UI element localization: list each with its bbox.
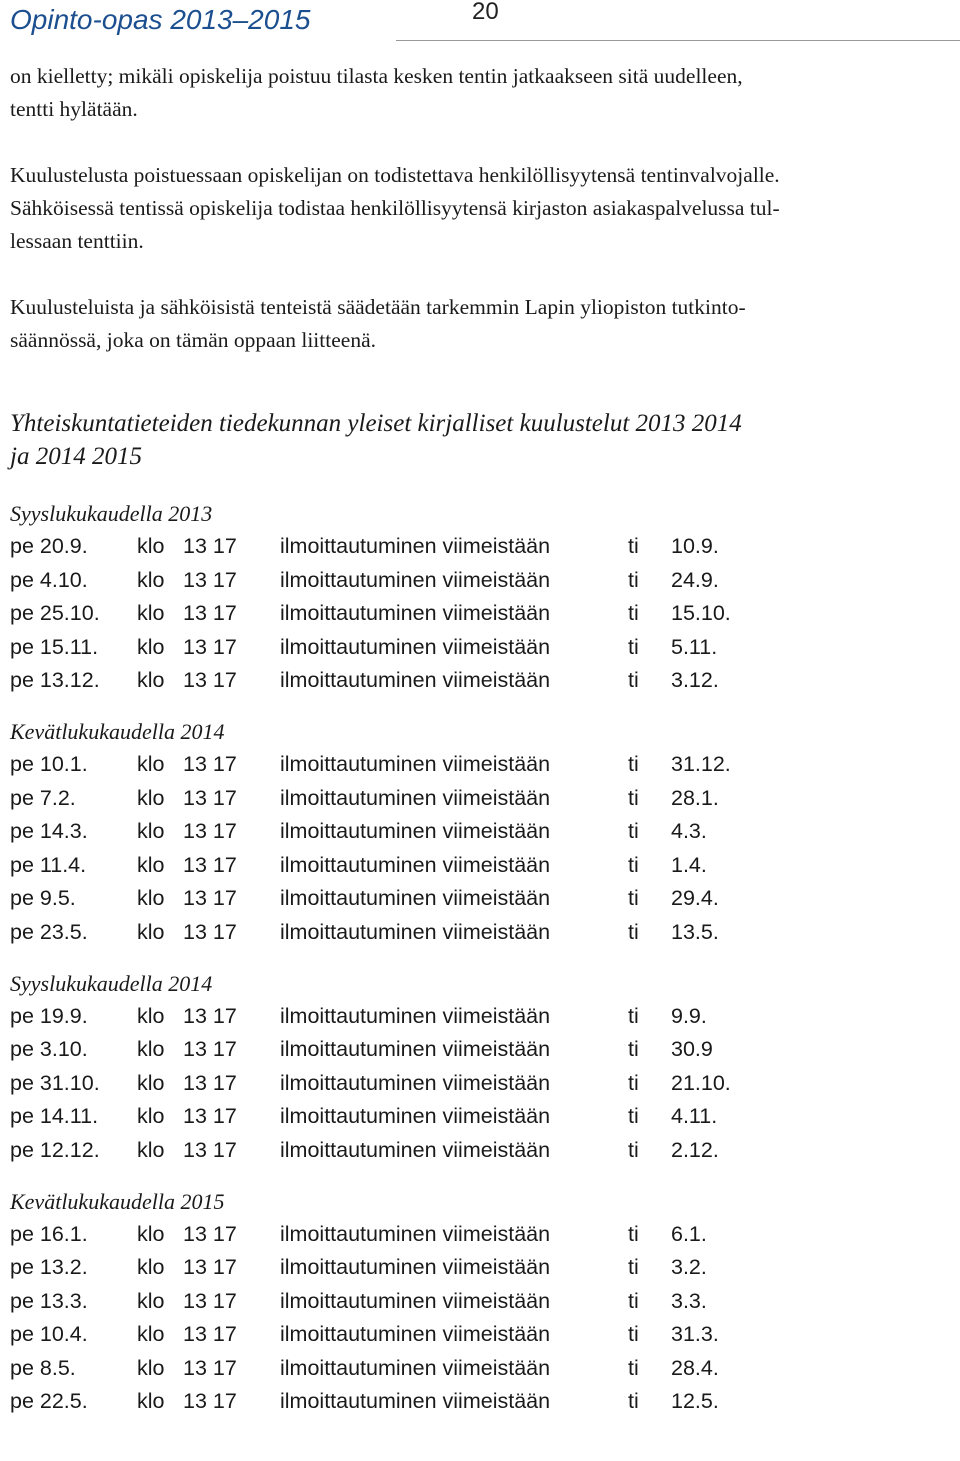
term-block bbox=[10, 967, 950, 1168]
registration-deadline: 28.1. bbox=[671, 785, 719, 810]
exam-row bbox=[10, 1385, 950, 1419]
exam-row bbox=[10, 664, 950, 698]
exam-time: 13 17 bbox=[183, 1137, 237, 1162]
registration-deadline: 30.9 bbox=[671, 1037, 713, 1062]
registration-deadline: 4.3. bbox=[671, 819, 707, 844]
term-title: Kevätlukukaudella 2015 bbox=[10, 1188, 225, 1214]
exam-row bbox=[10, 1218, 950, 1252]
registration-deadline: 12.5. bbox=[671, 1389, 719, 1414]
registration-label: ilmoittautuminen viimeistään bbox=[280, 1221, 551, 1246]
klo-label: klo bbox=[137, 1137, 165, 1162]
exam-time: 13 17 bbox=[183, 1255, 237, 1280]
paragraph bbox=[10, 60, 950, 126]
deadline-day: ti bbox=[628, 886, 639, 911]
klo-label: klo bbox=[137, 1355, 165, 1380]
klo-label: klo bbox=[137, 1003, 165, 1028]
deadline-day: ti bbox=[628, 1070, 639, 1095]
deadline-day: ti bbox=[628, 567, 639, 592]
deadline-day: ti bbox=[628, 751, 639, 776]
term-title: Kevätlukukaudella 2014 bbox=[10, 718, 225, 744]
registration-label: ilmoittautuminen viimeistään bbox=[280, 919, 551, 944]
registration-deadline: 29.4. bbox=[671, 886, 719, 911]
klo-label: klo bbox=[137, 785, 165, 810]
klo-label: klo bbox=[137, 634, 165, 659]
exam-row bbox=[10, 1033, 950, 1067]
klo-label: klo bbox=[137, 668, 165, 693]
klo-label: klo bbox=[137, 1389, 165, 1414]
registration-label: ilmoittautuminen viimeistään bbox=[280, 1322, 551, 1347]
paragraph-line: säännössä, joka on tämän oppaan liitteenä. bbox=[10, 328, 376, 352]
registration-label: ilmoittautuminen viimeistään bbox=[280, 668, 551, 693]
exam-time: 13 17 bbox=[183, 1003, 237, 1028]
exam-row bbox=[10, 1318, 950, 1352]
registration-label: ilmoittautuminen viimeistään bbox=[280, 852, 551, 877]
deadline-day: ti bbox=[628, 1355, 639, 1380]
registration-deadline: 5.11. bbox=[671, 634, 718, 659]
exam-time: 13 17 bbox=[183, 1322, 237, 1347]
page-header bbox=[0, 0, 960, 44]
klo-label: klo bbox=[137, 751, 165, 776]
exam-date: pe 14.11. bbox=[10, 1104, 99, 1129]
exam-date: pe 20.9. bbox=[10, 534, 88, 558]
exam-time: 13 17 bbox=[183, 1389, 237, 1414]
deadline-day: ti bbox=[628, 634, 639, 659]
klo-label: klo bbox=[137, 1070, 165, 1095]
klo-label: klo bbox=[137, 1221, 165, 1246]
term-block bbox=[10, 715, 950, 950]
exam-date: pe 13.2. bbox=[10, 1255, 88, 1280]
exam-date: pe 16.1. bbox=[10, 1221, 88, 1246]
registration-deadline: 15.10. bbox=[671, 601, 731, 626]
registration-label: ilmoittautuminen viimeistään bbox=[280, 819, 551, 844]
registration-label: ilmoittautuminen viimeistään bbox=[280, 1137, 551, 1162]
registration-deadline: 1.4. bbox=[671, 852, 707, 877]
exam-time: 13 17 bbox=[183, 567, 237, 592]
registration-deadline: 3.2. bbox=[671, 1255, 707, 1280]
exam-row bbox=[10, 1251, 950, 1285]
term-title: Syyslukukaudella 2014 bbox=[10, 970, 213, 996]
exam-row bbox=[10, 564, 950, 598]
registration-label: ilmoittautuminen viimeistään bbox=[280, 634, 551, 659]
exam-row bbox=[10, 849, 950, 883]
klo-label: klo bbox=[137, 1255, 165, 1280]
klo-label: klo bbox=[137, 852, 165, 877]
paragraph-line: Sähköisessä tentissä opiskelija todistaa henkilöllisyytensä kirjaston asiakaspalvelussa tul- bbox=[10, 196, 780, 220]
exam-date: pe 8.5. bbox=[10, 1355, 76, 1380]
exam-row bbox=[10, 1285, 950, 1319]
deadline-day: ti bbox=[628, 1255, 639, 1280]
exam-date: pe 13.12. bbox=[10, 668, 100, 693]
exam-row bbox=[10, 1067, 950, 1101]
paragraph-line: Kuulustelusta poistuessaan opiskelijan on todistettava henkilöllisyytensä tentinvalvojalle. bbox=[10, 163, 780, 187]
registration-deadline: 28.4. bbox=[671, 1355, 719, 1380]
paragraph-line: lessaan tenttiin. bbox=[10, 229, 144, 253]
exam-date: pe 3.10. bbox=[10, 1037, 88, 1062]
registration-deadline: 21.10. bbox=[671, 1070, 731, 1095]
klo-label: klo bbox=[137, 1322, 165, 1347]
registration-deadline: 2.12. bbox=[671, 1137, 719, 1162]
deadline-day: ti bbox=[628, 852, 639, 877]
deadline-day: ti bbox=[628, 1322, 639, 1347]
registration-label: ilmoittautuminen viimeistään bbox=[280, 1104, 551, 1129]
exam-date: pe 9.5. bbox=[10, 886, 76, 911]
exam-time: 13 17 bbox=[183, 819, 237, 844]
exam-time: 13 17 bbox=[183, 601, 237, 626]
registration-deadline: 3.3. bbox=[671, 1288, 707, 1313]
deadline-day: ti bbox=[628, 668, 639, 693]
registration-label: ilmoittautuminen viimeistään bbox=[280, 1003, 551, 1028]
exam-row bbox=[10, 782, 950, 816]
klo-label: klo bbox=[137, 919, 165, 944]
exam-date: pe 7.2. bbox=[10, 785, 76, 810]
registration-label: ilmoittautuminen viimeistään bbox=[280, 534, 551, 558]
exam-row bbox=[10, 1100, 950, 1134]
exam-date: pe 10.1. bbox=[10, 751, 88, 776]
registration-deadline: 6.1. bbox=[671, 1221, 707, 1246]
deadline-day: ti bbox=[628, 1037, 639, 1062]
exam-date: pe 11.4. bbox=[10, 852, 87, 877]
registration-deadline: 10.9. bbox=[671, 534, 719, 558]
paragraph bbox=[10, 291, 950, 357]
registration-label: ilmoittautuminen viimeistään bbox=[280, 1255, 551, 1280]
exam-date: pe 15.11. bbox=[10, 634, 99, 659]
exam-time: 13 17 bbox=[183, 1070, 237, 1095]
registration-label: ilmoittautuminen viimeistään bbox=[280, 1070, 551, 1095]
exam-date: pe 23.5. bbox=[10, 919, 88, 944]
section-title-line: Yhteiskuntatieteiden tiedekunnan yleiset kirjalliset kuulustelut 2013 2014 bbox=[10, 410, 742, 437]
klo-label: klo bbox=[137, 601, 165, 626]
registration-deadline: 31.12. bbox=[671, 751, 731, 776]
exam-time: 13 17 bbox=[183, 1221, 237, 1246]
exam-time: 13 17 bbox=[183, 668, 237, 693]
exam-row bbox=[10, 530, 950, 564]
exam-row bbox=[10, 631, 950, 665]
exam-time: 13 17 bbox=[183, 886, 237, 911]
header-divider bbox=[396, 40, 960, 41]
exam-time: 13 17 bbox=[183, 1355, 237, 1380]
registration-deadline: 31.3. bbox=[671, 1322, 719, 1347]
exam-row bbox=[10, 916, 950, 950]
term-block bbox=[10, 1185, 950, 1420]
klo-label: klo bbox=[137, 819, 165, 844]
exam-row bbox=[10, 815, 950, 849]
deadline-day: ti bbox=[628, 919, 639, 944]
paragraph-line: Kuulusteluista ja sähköisistä tenteistä säädetään tarkemmin Lapin yliopiston tutkinto- bbox=[10, 295, 746, 319]
paragraph-line: on kielletty; mikäli opiskelija poistuu tilasta kesken tentin jatkaakseen sitä uudelleen, bbox=[10, 64, 743, 88]
registration-deadline: 4.11. bbox=[671, 1104, 718, 1129]
exam-time: 13 17 bbox=[183, 634, 237, 659]
exam-time: 13 17 bbox=[183, 534, 237, 558]
deadline-day: ti bbox=[628, 534, 639, 558]
registration-label: ilmoittautuminen viimeistään bbox=[280, 1355, 551, 1380]
exam-row bbox=[10, 1134, 950, 1168]
registration-label: ilmoittautuminen viimeistään bbox=[280, 785, 551, 810]
registration-label: ilmoittautuminen viimeistään bbox=[280, 886, 551, 911]
registration-label: ilmoittautuminen viimeistään bbox=[280, 1389, 551, 1414]
registration-label: ilmoittautuminen viimeistään bbox=[280, 601, 551, 626]
section-title-line: ja 2014 2015 bbox=[10, 443, 142, 470]
exam-schedule bbox=[10, 497, 950, 1419]
exam-row bbox=[10, 1000, 950, 1034]
exam-date: pe 31.10. bbox=[10, 1070, 100, 1095]
page-number: 20 bbox=[472, 0, 499, 25]
klo-label: klo bbox=[137, 1104, 165, 1129]
klo-label: klo bbox=[137, 1288, 165, 1313]
registration-deadline: 3.12. bbox=[671, 668, 719, 693]
paragraph-line: tentti hylätään. bbox=[10, 97, 138, 121]
term-block bbox=[10, 497, 950, 698]
page-body bbox=[10, 60, 950, 1436]
deadline-day: ti bbox=[628, 1288, 639, 1313]
exam-date: pe 14.3. bbox=[10, 819, 88, 844]
registration-deadline: 9.9. bbox=[671, 1003, 707, 1028]
exam-time: 13 17 bbox=[183, 919, 237, 944]
exam-date: pe 22.5. bbox=[10, 1389, 88, 1414]
registration-label: ilmoittautuminen viimeistään bbox=[280, 751, 551, 776]
exam-time: 13 17 bbox=[183, 852, 237, 877]
exam-time: 13 17 bbox=[183, 1104, 237, 1129]
exam-date: pe 4.10. bbox=[10, 567, 88, 592]
klo-label: klo bbox=[137, 1037, 165, 1062]
term-title: Syyslukukaudella 2013 bbox=[10, 501, 213, 526]
intro-text bbox=[10, 60, 950, 357]
klo-label: klo bbox=[137, 886, 165, 911]
section-title bbox=[10, 407, 950, 473]
registration-deadline: 24.9. bbox=[671, 567, 719, 592]
exam-time: 13 17 bbox=[183, 785, 237, 810]
deadline-day: ti bbox=[628, 819, 639, 844]
registration-label: ilmoittautuminen viimeistään bbox=[280, 567, 551, 592]
paragraph bbox=[10, 159, 950, 258]
deadline-day: ti bbox=[628, 1104, 639, 1129]
guide-title: Opinto-opas 2013–2015 bbox=[10, 4, 311, 35]
klo-label: klo bbox=[137, 534, 165, 558]
exam-row bbox=[10, 882, 950, 916]
deadline-day: ti bbox=[628, 785, 639, 810]
deadline-day: ti bbox=[628, 1003, 639, 1028]
exam-date: pe 12.12. bbox=[10, 1137, 100, 1162]
registration-deadline: 13.5. bbox=[671, 919, 719, 944]
deadline-day: ti bbox=[628, 601, 639, 626]
registration-label: ilmoittautuminen viimeistään bbox=[280, 1288, 551, 1313]
deadline-day: ti bbox=[628, 1137, 639, 1162]
exam-date: pe 10.4. bbox=[10, 1322, 88, 1347]
exam-date: pe 13.3. bbox=[10, 1288, 88, 1313]
deadline-day: ti bbox=[628, 1221, 639, 1246]
exam-time: 13 17 bbox=[183, 1037, 237, 1062]
exam-date: pe 25.10. bbox=[10, 601, 100, 626]
deadline-day: ti bbox=[628, 1389, 639, 1414]
exam-row bbox=[10, 748, 950, 782]
exam-row bbox=[10, 1352, 950, 1386]
exam-time: 13 17 bbox=[183, 1288, 237, 1313]
exam-date: pe 19.9. bbox=[10, 1003, 88, 1028]
exam-time: 13 17 bbox=[183, 751, 237, 776]
exam-row bbox=[10, 597, 950, 631]
registration-label: ilmoittautuminen viimeistään bbox=[280, 1037, 551, 1062]
klo-label: klo bbox=[137, 567, 165, 592]
